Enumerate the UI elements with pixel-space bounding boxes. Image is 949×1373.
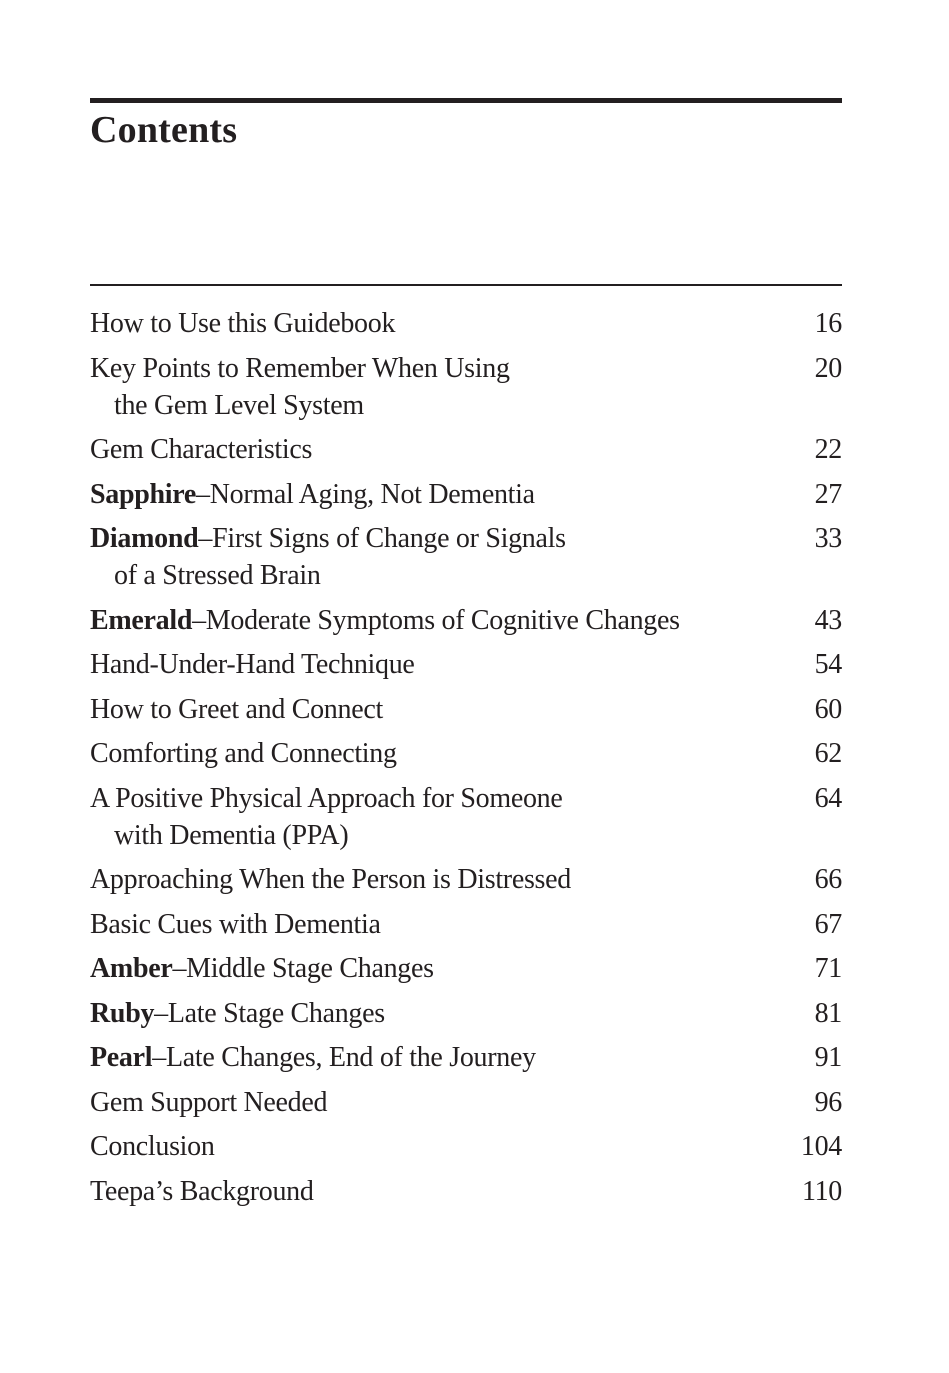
toc-entry[interactable] — [90, 646, 842, 683]
toc-entry-line1 — [90, 353, 510, 384]
divider-rule — [90, 284, 842, 286]
toc-entry[interactable] — [90, 861, 842, 898]
toc-entry-line1 — [90, 998, 385, 1029]
toc-entry-label: –Normal Aging, Not Dementia — [196, 478, 535, 510]
toc-entry-title — [90, 735, 782, 772]
toc-entry[interactable] — [90, 780, 842, 854]
toc-entry-label: –Late Changes, End of the Journey — [152, 1042, 536, 1073]
toc-entry-title — [90, 950, 782, 987]
toc-entry-title — [90, 780, 782, 854]
toc-entry[interactable] — [90, 1128, 842, 1165]
gem-level-name: Pearl — [90, 1042, 153, 1073]
toc-entry[interactable] — [90, 431, 842, 468]
toc-entry[interactable] — [90, 350, 842, 424]
toc-entry-title — [90, 1128, 782, 1165]
toc-entry[interactable] — [90, 995, 842, 1032]
toc-entry-title — [90, 1084, 782, 1121]
toc-entry-label: Teepa’s Background — [90, 1175, 314, 1207]
toc-entry[interactable] — [90, 1173, 842, 1210]
toc-entry-label: Basic Cues with Dementia — [90, 908, 381, 940]
toc-entry-label: Approaching When the Person is Distressed — [90, 864, 571, 895]
gem-level-name: Sapphire — [90, 478, 197, 510]
toc-page-number: 104 — [800, 1131, 842, 1162]
toc-entry-title — [90, 1173, 782, 1210]
toc-page-number: 22 — [814, 434, 842, 465]
toc-entry-line1 — [90, 523, 566, 554]
toc-page-number: 64 — [814, 782, 842, 814]
table-of-contents — [90, 305, 842, 1217]
toc-entry-title — [90, 305, 782, 342]
toc-page-number: 66 — [814, 864, 842, 895]
toc-entry-label: –Moderate Symptoms of Cognitive Changes — [192, 604, 680, 636]
toc-entry-line1 — [90, 1042, 536, 1073]
toc-entry-label: –First Signs of Change or Signals — [198, 523, 566, 554]
gem-level-name: Amber — [90, 953, 173, 984]
toc-entry-line1 — [90, 1087, 327, 1118]
toc-entry-title — [90, 476, 782, 513]
toc-entry-line2: with Dementia (PPA) — [114, 819, 349, 851]
toc-entry-line1 — [90, 308, 395, 339]
toc-page-number: 96 — [814, 1086, 842, 1118]
toc-entry-title — [90, 520, 782, 594]
toc-entry-title — [90, 906, 782, 943]
toc-entry-line1 — [90, 649, 415, 680]
toc-entry-line2: the Gem Level System — [114, 389, 364, 421]
toc-entry-title — [90, 995, 782, 1032]
toc-page-number: 71 — [814, 953, 842, 984]
toc-page-number: 81 — [814, 997, 842, 1029]
toc-entry-line1 — [90, 738, 397, 769]
toc-page-number: 33 — [814, 523, 842, 554]
toc-entry[interactable] — [90, 950, 842, 987]
toc-entry-line2: of a Stressed Brain — [114, 560, 321, 591]
toc-entry-title — [90, 1039, 782, 1076]
toc-entry[interactable] — [90, 691, 842, 728]
top-rule — [90, 98, 842, 103]
toc-entry[interactable] — [90, 305, 842, 342]
toc-entry[interactable] — [90, 906, 842, 943]
toc-entry-line1 — [90, 909, 381, 940]
toc-page-number: 27 — [814, 478, 842, 510]
toc-entry-title — [90, 691, 782, 728]
gem-level-name: Diamond — [90, 523, 199, 554]
toc-page-number: 54 — [814, 649, 842, 680]
toc-entry-label: Conclusion — [90, 1131, 215, 1162]
toc-entry-line1 — [90, 694, 383, 725]
toc-page-number: 62 — [814, 738, 842, 769]
toc-entry-label: Gem Support Needed — [90, 1086, 328, 1118]
toc-entry-label: How to Use this Guidebook — [90, 308, 396, 339]
toc-entry-label: –Middle Stage Changes — [172, 953, 434, 984]
gem-level-name: Ruby — [90, 997, 155, 1029]
toc-entry-line1 — [90, 605, 680, 636]
toc-entry-label: –Late Stage Changes — [154, 997, 385, 1029]
toc-entry[interactable] — [90, 735, 842, 772]
toc-page-number: 110 — [801, 1175, 842, 1207]
toc-entry-title — [90, 350, 782, 424]
toc-entry-label: A Positive Physical Approach for Someone — [90, 782, 563, 814]
toc-entry[interactable] — [90, 520, 842, 594]
toc-page-number: 16 — [814, 308, 842, 339]
toc-entry-line1 — [90, 1176, 314, 1207]
toc-entry-label: Comforting and Connecting — [90, 738, 397, 769]
toc-entry-line1 — [90, 434, 312, 465]
page-title: Contents — [90, 109, 238, 151]
toc-entry-line1 — [90, 783, 563, 814]
toc-page-number: 43 — [814, 604, 842, 636]
toc-entry-line1 — [90, 479, 535, 510]
toc-entry[interactable] — [90, 602, 842, 639]
toc-page-number: 91 — [814, 1042, 842, 1073]
gem-level-name: Emerald — [90, 604, 193, 636]
toc-page-number: 60 — [814, 693, 842, 725]
toc-entry-label: Gem Characteristics — [90, 434, 313, 465]
toc-entry[interactable] — [90, 1084, 842, 1121]
toc-entry-title — [90, 646, 782, 683]
toc-entry-label: How to Greet and Connect — [90, 693, 383, 725]
toc-entry-label: Key Points to Remember When Using — [90, 352, 510, 384]
toc-page-number: 67 — [814, 908, 842, 940]
toc-page-number: 20 — [814, 352, 842, 384]
toc-entry-title — [90, 602, 782, 639]
toc-entry[interactable] — [90, 1039, 842, 1076]
toc-entry[interactable] — [90, 476, 842, 513]
toc-entry-line1 — [90, 1131, 215, 1162]
toc-entry-line1 — [90, 864, 571, 895]
toc-entry-title — [90, 431, 782, 468]
toc-entry-title — [90, 861, 782, 898]
toc-entry-label: Hand-Under-Hand Technique — [90, 649, 415, 680]
toc-entry-line1 — [90, 953, 434, 984]
